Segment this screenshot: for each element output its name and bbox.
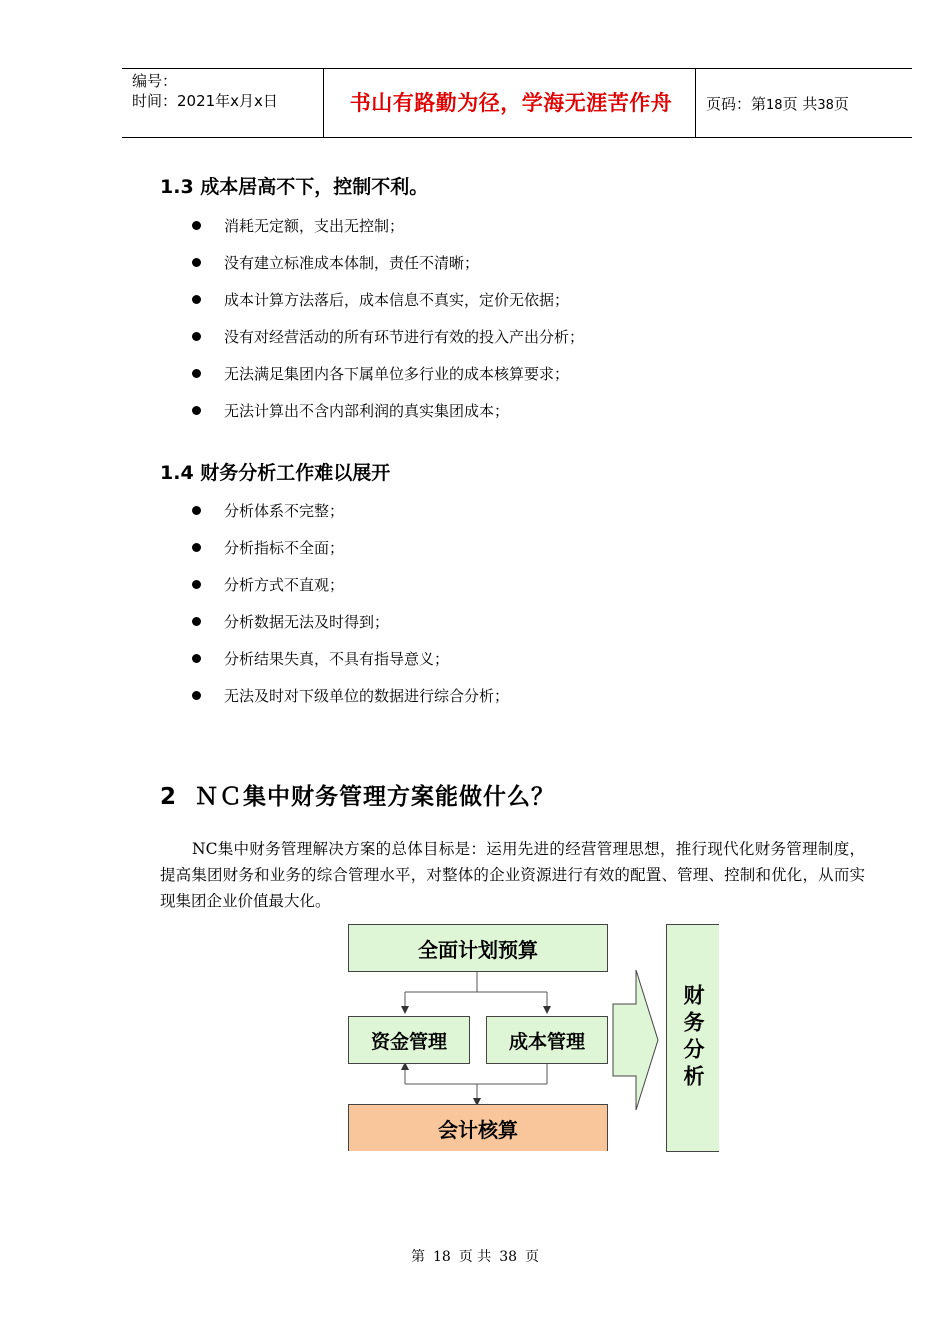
- time-label: 时间：2021年x月x日: [132, 92, 278, 110]
- page-footer: 第 18 页 共 38 页: [410, 1249, 540, 1265]
- list-item: 分析指标不全面；: [192, 537, 509, 574]
- section-1-3-title: 1.3 成本居高不下，控制不利。: [160, 176, 429, 198]
- header-meta: [132, 71, 278, 111]
- list-item: 无法满足集团内各下属单位多行业的成本核算要求；: [192, 363, 584, 400]
- chapter-2-paragraph: NC集中财务管理解决方案的总体目标是：运用先进的经营管理思想，推行现代化财务管理制度，提高集团财务和业务的综合管理水平，对整体的企业资源进行有效的配置、管理、控制和优化，从而实现集团企业价值最大化。: [160, 840, 865, 910]
- page-header: [122, 68, 912, 138]
- bullet-icon: [192, 406, 201, 415]
- list-item: 分析数据无法及时得到；: [192, 611, 509, 648]
- bullet-icon: [192, 691, 201, 700]
- bullet-icon: [192, 332, 201, 341]
- header-page-number: 页码：第18页 共38页: [706, 95, 849, 113]
- bullet-icon: [192, 580, 201, 589]
- list-item: 分析体系不完整；: [192, 500, 509, 537]
- list-item: 无法计算出不含内部利润的真实集团成本；: [192, 400, 584, 437]
- bullet-icon: [192, 654, 201, 663]
- capital-management-box: 资金管理: [348, 1016, 470, 1064]
- list-item: 无法及时对下级单位的数据进行综合分析；: [192, 685, 509, 722]
- chapter-2-title: 2 ＮＣ集中财务管理方案能做什么？: [160, 784, 556, 810]
- bullet-icon: [192, 543, 201, 552]
- accounting-box: 会计核算: [348, 1104, 608, 1151]
- serial-label: 编号：: [132, 72, 178, 90]
- header-motto: 书山有路勤为径，学海无涯苦作舟: [349, 91, 673, 115]
- bullet-icon: [192, 369, 201, 378]
- list-item: 没有对经营活动的所有环节进行有效的投入产出分析；: [192, 326, 584, 363]
- list-item: 没有建立标准成本体制，责任不清晰；: [192, 252, 584, 289]
- section-1-4-title: 1.4 财务分析工作难以展开: [160, 462, 391, 484]
- list-item: 成本计算方法落后，成本信息不真实，定价无依据；: [192, 289, 584, 326]
- bullet-icon: [192, 221, 201, 230]
- bullet-icon: [192, 258, 201, 267]
- finance-flow-diagram: [346, 922, 722, 1152]
- section-1-3-list: [192, 215, 584, 437]
- bullet-icon: [192, 506, 201, 515]
- financial-analysis-box: 财务分析: [666, 924, 719, 1152]
- section-1-4-list: [192, 500, 509, 722]
- list-item: 分析结果失真，不具有指导意义；: [192, 648, 509, 685]
- header-divider: [695, 69, 696, 137]
- bullet-icon: [192, 295, 201, 304]
- bullet-icon: [192, 617, 201, 626]
- budget-box: 全面计划预算: [348, 924, 608, 972]
- cost-management-box: 成本管理: [486, 1016, 608, 1064]
- list-item: 分析方式不直观；: [192, 574, 509, 611]
- list-item: 消耗无定额，支出无控制；: [192, 215, 584, 252]
